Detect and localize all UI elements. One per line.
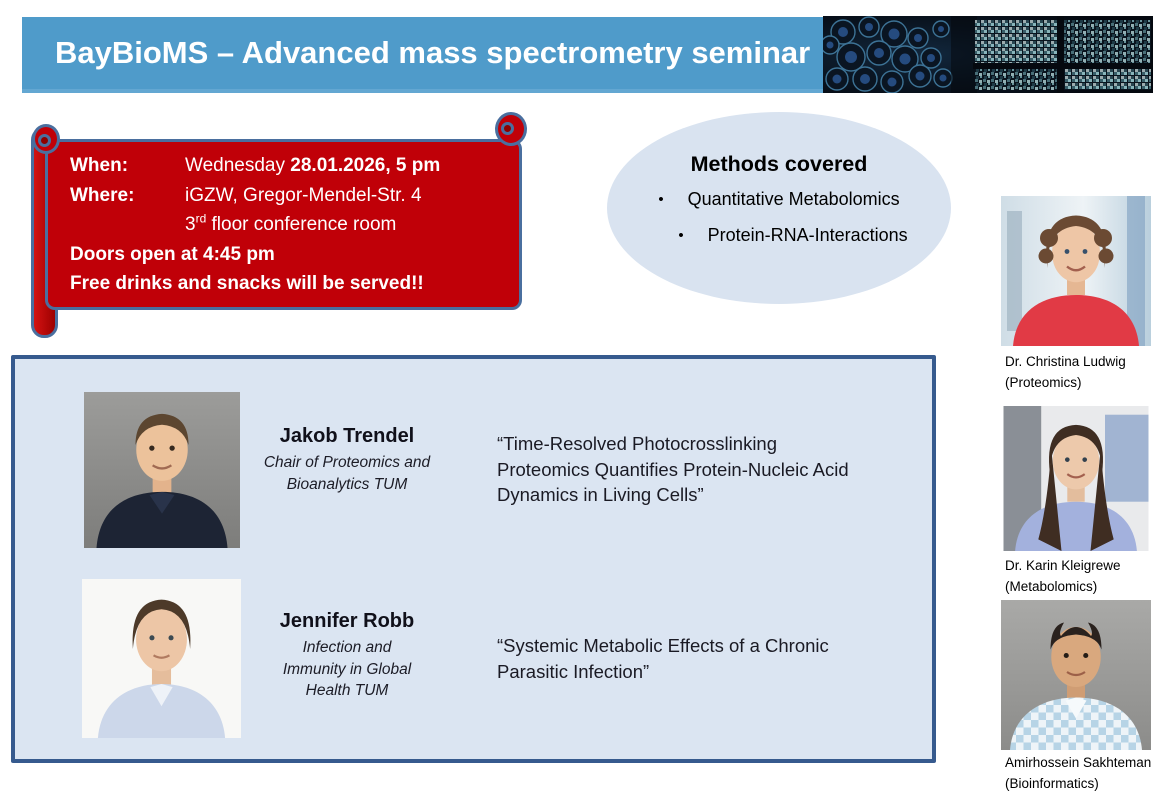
caption-karin-kleigrewe <box>1005 555 1175 597</box>
faculty-name: Dr. Christina Ludwig <box>1005 354 1126 369</box>
faculty-name: Amirhossein Sakhteman <box>1005 755 1152 770</box>
speaker-info-jennifer <box>247 610 447 702</box>
faculty-field: (Proteomics) <box>1005 375 1082 390</box>
speaker-name: Jakob Trendel <box>279 425 415 447</box>
where-value: iGZW, Gregor-Mendel-Str. 4 <box>185 184 422 206</box>
when-label: When: <box>70 155 129 176</box>
where-label: Where: <box>70 184 135 206</box>
event-details <box>70 151 520 299</box>
bullet-icon: • <box>658 191 664 208</box>
photo-jennifer-robb <box>82 579 241 738</box>
methods-covered-ellipse <box>607 112 951 304</box>
photo-amirhossein-sakhteman <box>1001 600 1151 750</box>
method-item-metabolomics <box>607 186 951 213</box>
method-item-protein-rna <box>621 222 965 249</box>
talk-title-jennifer: “Systemic Metabolic Effects of a Chronic Parasitic Infection” <box>497 635 829 682</box>
when-value: Wednesday 28.01.2026, 5 pm <box>185 155 441 176</box>
speaker-affiliation: Chair of Proteomics and Bioanalytics TUM <box>263 454 431 493</box>
event-when-row <box>70 151 520 181</box>
event-floor-row: 3rd floor conference room <box>185 211 397 235</box>
caption-amirhossein-sakhteman <box>1005 752 1175 794</box>
talk-title-jakob: “Time-Resolved Photocrosslinking Proteomics Quantifies Protein-Nucleic Acid Dynamics in Living Cells” <box>497 433 849 505</box>
speaker-affiliation: Infection and Immunity in Global Health TUM <box>282 639 412 699</box>
faculty-field: (Metabolomics) <box>1005 579 1098 594</box>
photo-christina-ludwig <box>1001 196 1151 346</box>
microscopy-microarray-image <box>823 16 1153 93</box>
photo-jakob-trendel <box>84 392 240 548</box>
speaker-info-jakob <box>247 425 447 495</box>
faculty-field: (Bioinformatics) <box>1005 776 1099 791</box>
scroll-curl-top-right <box>495 112 527 146</box>
method-item-label: Protein-RNA-Interactions <box>707 225 908 245</box>
photo-karin-kleigrewe <box>1001 406 1151 551</box>
scroll-curl-top-left <box>32 124 60 154</box>
event-where-row <box>70 181 520 211</box>
bullet-icon: • <box>678 227 684 244</box>
caption-christina-ludwig <box>1005 351 1175 393</box>
faculty-name: Dr. Karin Kleigrewe <box>1005 558 1121 573</box>
doors-open-line: Doors open at 4:45 pm <box>70 243 275 265</box>
free-drinks-line: Free drinks and snacks will be served!! <box>70 273 424 294</box>
method-item-label: Quantitative Metabolomics <box>687 189 900 209</box>
speaker-name: Jennifer Robb <box>279 610 415 632</box>
page-title: BayBioMS – Advanced mass spectrometry seminar <box>55 35 811 70</box>
methods-title: Methods covered <box>690 152 868 176</box>
